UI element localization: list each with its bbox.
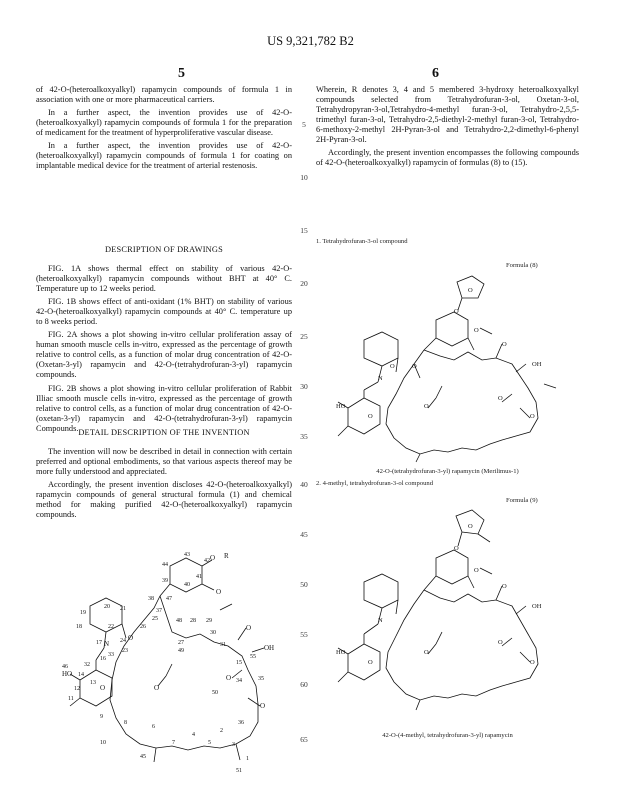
atom-number-label: 2 — [220, 728, 223, 734]
line-number: 30 — [300, 382, 308, 391]
atom-number-label: 43 — [184, 552, 190, 558]
pyran-ring — [348, 644, 380, 680]
atom-number-label: 48 — [176, 618, 182, 624]
atom-number-label: 47 — [166, 596, 172, 602]
atom-label-n: N — [378, 375, 383, 382]
page-number-left: 5 — [178, 66, 185, 81]
r-group-label: R — [224, 552, 229, 560]
atom-number-label: 19 — [80, 610, 86, 616]
atom-label-o: O — [474, 327, 479, 334]
atom-number-label: 20 — [104, 604, 110, 610]
paragraph: The invention will now be described in detail in connection with certain preferred and optional embodiments, so that various aspects thereof may be more fully understood and appreciated. — [36, 447, 292, 477]
detail-description — [36, 447, 292, 523]
atom-label-o: O — [468, 523, 473, 530]
atom-number-label: 9 — [100, 714, 103, 720]
line-number: 60 — [300, 680, 308, 689]
fig-description: FIG. 1A shows thermal effect on stability of various 42-O-(heteroalkoxyalkyl) rapamycin compounds without BHT at 40° C. Temperature up to 12 weeks period. — [36, 264, 292, 294]
paragraph: In a further aspect, the invention provides use of 42-O-(heteroalkoxyalkyl) rapamycin compounds of formula 1 for the preparation of medicament for the treatment of hyperproliferative vascular disease. — [36, 108, 292, 138]
atom-label-o: O — [154, 684, 160, 692]
atom-number-label: 51 — [236, 768, 242, 774]
atom-label-ho: HO — [336, 649, 346, 656]
atom-label-o: O — [368, 413, 373, 420]
formula-caption: 42-O-(4-methyl, tetrahydrofuran-3-yl) rapamycin — [382, 732, 513, 739]
atom-label-o: O — [530, 659, 535, 666]
line-number: 45 — [300, 530, 308, 539]
cyclohexyl-ring — [436, 550, 468, 584]
atom-label-o: O — [468, 287, 473, 294]
atom-number-label: 26 — [140, 624, 146, 630]
section-heading-detail: DETAIL DESCRIPTION OF THE INVENTION — [78, 428, 250, 437]
atom-number-label: 55 — [250, 654, 256, 660]
line-number: 65 — [300, 735, 308, 744]
atom-number-label: 45 — [140, 754, 146, 760]
macrocycle — [386, 350, 538, 454]
atom-label-oh: OH — [532, 603, 542, 610]
drawings-description — [36, 264, 292, 437]
atom-number-label: 25 — [152, 616, 158, 622]
atom-label-o: O — [454, 545, 459, 552]
atom-number-label: 22 — [108, 624, 114, 630]
atom-number-label: 1 — [246, 756, 249, 762]
atom-number-label: 46 — [62, 664, 68, 670]
atom-label-o: O — [474, 567, 479, 574]
atom-number-label: 49 — [178, 648, 184, 654]
atom-number-label: 38 — [148, 596, 154, 602]
formula-8-structure — [316, 268, 586, 466]
atom-label-o: O — [502, 583, 507, 590]
atom-label-o: O — [498, 395, 503, 402]
atom-number-label: 37 — [156, 608, 162, 614]
paragraph: Accordingly, the present invention encompasses the following compounds of 42-O-(heteroalkoxyalkyl) rapamycin of formulas (8) to (15). — [316, 148, 579, 168]
atom-number-label: 10 — [100, 740, 106, 746]
atom-number-label: 18 — [76, 624, 82, 630]
atom-label-o: O — [424, 403, 429, 410]
paragraph: of 42-O-(heteroalkoxyalkyl) rapamycin compounds of formula 1 in association with one or more pharmaceutical carriers. — [36, 85, 292, 105]
atom-label-o: O — [502, 341, 507, 348]
formula-caption: 42-O-(tetrahydrofuran-3-yl) rapamycin (Merilimus-1) — [376, 468, 519, 475]
formula-label: Formula (8) — [506, 262, 538, 269]
atom-number-label: 39 — [162, 578, 168, 584]
atom-number-label: 15 — [236, 660, 242, 666]
fig-description: FIG. 2A shows a plot showing in-vitro cellular proliferation assay of human smooth muscle cells in-vitro, expressed as the percentage of growth relative to control cells, as a function of molar drug concentration of 42-O-(Oxetan-3-yl) rapamycin and 42-O-(tetrahydrofuran-3-yl) rapamycin compounds. — [36, 330, 292, 380]
line-number: 10 — [300, 173, 308, 182]
left-column-top — [36, 85, 292, 174]
atom-number-label: 7 — [172, 740, 175, 746]
atom-label-oh: OH — [264, 644, 275, 652]
atom-number-label: 3 — [232, 742, 235, 748]
atom-number-label: 12 — [74, 686, 80, 692]
atom-label-o: O — [216, 588, 222, 596]
atom-label-o: O — [128, 634, 134, 642]
atom-number-label: 41 — [196, 574, 202, 580]
atom-number-label: 6 — [152, 724, 155, 730]
atom-number-label: 13 — [90, 680, 96, 686]
atom-label-o: O — [100, 684, 106, 692]
atom-label-n: N — [104, 640, 110, 648]
section-heading-drawings: DESCRIPTION OF DRAWINGS — [105, 245, 223, 254]
general-formula-structure — [60, 548, 300, 798]
atom-number-label: 35 — [258, 676, 264, 682]
line-number: 20 — [300, 279, 308, 288]
atom-number-label: 23 — [122, 648, 128, 654]
atom-number-label: 31 — [220, 642, 226, 648]
piperidine-ring — [364, 332, 398, 366]
formula-label: Formula (9) — [506, 497, 538, 504]
right-column-top — [316, 85, 579, 171]
atom-label-o: O — [260, 702, 266, 710]
paragraph: Accordingly, the present invention discloses 42-O-(heteroalkoxyalkyl) rapamycin compounds of general structural formula (1) and chemical method for making purified 42-O-(heteroalkoxyalkyl) rapamycin compounds. — [36, 480, 292, 520]
atom-label-o: O — [454, 308, 459, 315]
atom-number-label: 14 — [78, 672, 84, 678]
line-number: 25 — [300, 332, 308, 341]
atom-number-label: 29 — [206, 618, 212, 624]
atom-number-label: 17 — [96, 640, 102, 646]
pyran-ring — [348, 398, 380, 434]
paragraph: In a further aspect, the invention provides use of 42-O-(heteroalkoxyalkyl) rapamycin compounds of formula 1 for coating on implantable medical device for the treatment of arterial restenosis. — [36, 141, 292, 171]
atom-number-label: 50 — [212, 690, 218, 696]
line-number: 15 — [300, 226, 308, 235]
atom-label-oh: OH — [532, 361, 542, 368]
atom-number-label: 21 — [120, 606, 126, 612]
atom-label-o: O — [530, 413, 535, 420]
macrocycle — [110, 596, 258, 750]
atom-label-ho: HO — [62, 670, 73, 678]
atom-number-label: 42 — [204, 558, 210, 564]
methyl-thf-ring — [456, 510, 484, 534]
pyran-ring — [80, 670, 112, 706]
atom-number-label: 44 — [162, 562, 168, 568]
atom-number-label: 8 — [124, 720, 127, 726]
atom-label-o: O — [368, 659, 373, 666]
paragraph: Wherein, R denotes 3, 4 and 5 membered 3-hydroxy heteroalkoxyalkyl compounds selected from Tetrahydrofuran-3-ol, Oxetan-3-ol, Tetrahydropyran-3-ol,Tetrahydro-4-methyl furan-3-ol, Tetrahydro-2,5,5-trimethyl furan-3-ol, Tetrahydro-2,5-diethyl-2-methyl furan-3-ol, Tetrahydro-6-methoxy-2-methyl 2H-Pyran-3-ol and Tetrahydro-2,2-dimethyl-6-phenyl 2H-Pyran-3-ol. — [316, 85, 579, 145]
atom-label-ho: HO — [336, 403, 346, 410]
line-number: 55 — [300, 630, 308, 639]
atom-label-o: O — [390, 363, 395, 370]
atom-number-label: 4 — [192, 732, 195, 738]
page-number-right: 6 — [432, 66, 439, 81]
cyclohexyl-ring — [436, 312, 468, 346]
atom-number-label: 16 — [100, 656, 106, 662]
atom-number-label: 34 — [236, 678, 242, 684]
atom-number-label: 11 — [68, 696, 74, 702]
line-number: 50 — [300, 580, 308, 589]
fig-description: FIG. 2B shows a plot showing in-vitro cellular proliferation of Rabbit Illiac smooth muscle cells in-vitro, expressed as the percentage of growth relative to control cells, as a function of molar drug concentration of 42-O-(oxetan-3-yl) rapamycin and 42-O-(tetrahydrofuran-3-yl) rapamycin Compounds. — [36, 383, 292, 433]
atom-label-o: O — [424, 649, 429, 656]
fig-description: FIG. 1B shows effect of anti-oxidant (1% BHT) on stability of various 42-O-(heteroalkoxyalkyl) rapamycin compounds at 40° C. temperature up to 8 weeks period. — [36, 297, 292, 327]
patent-number: US 9,321,782 B2 — [267, 34, 354, 48]
compound-label: 2. 4-methyl, tetrahydrofuran-3-ol compound — [316, 480, 434, 487]
piperidine-ring — [364, 574, 398, 608]
atom-label-o: O — [498, 639, 503, 646]
atom-label-n: N — [378, 617, 383, 624]
line-number: 35 — [300, 432, 308, 441]
line-number: 5 — [302, 120, 306, 129]
macrocycle — [386, 590, 538, 700]
atom-number-label: 40 — [184, 582, 190, 588]
atom-number-label: 32 — [84, 662, 90, 668]
compound-label: 1. Tetrahydrofuran-3-ol compound — [316, 238, 408, 245]
atom-label-o: O — [412, 363, 417, 370]
atom-number-label: 24 — [120, 638, 126, 644]
atom-number-label: 28 — [190, 618, 196, 624]
atom-number-label: 5 — [208, 740, 211, 746]
atom-number-label: 33 — [108, 652, 114, 658]
atom-label-o: O — [226, 674, 232, 682]
atom-label-o: O — [246, 624, 252, 632]
formula-9-structure — [316, 502, 586, 730]
atom-number-label: 30 — [210, 630, 216, 636]
atom-number-label: 36 — [238, 720, 244, 726]
atom-number-label: 27 — [178, 640, 184, 646]
atom-label-o: O — [210, 554, 216, 562]
line-number: 40 — [300, 480, 308, 489]
